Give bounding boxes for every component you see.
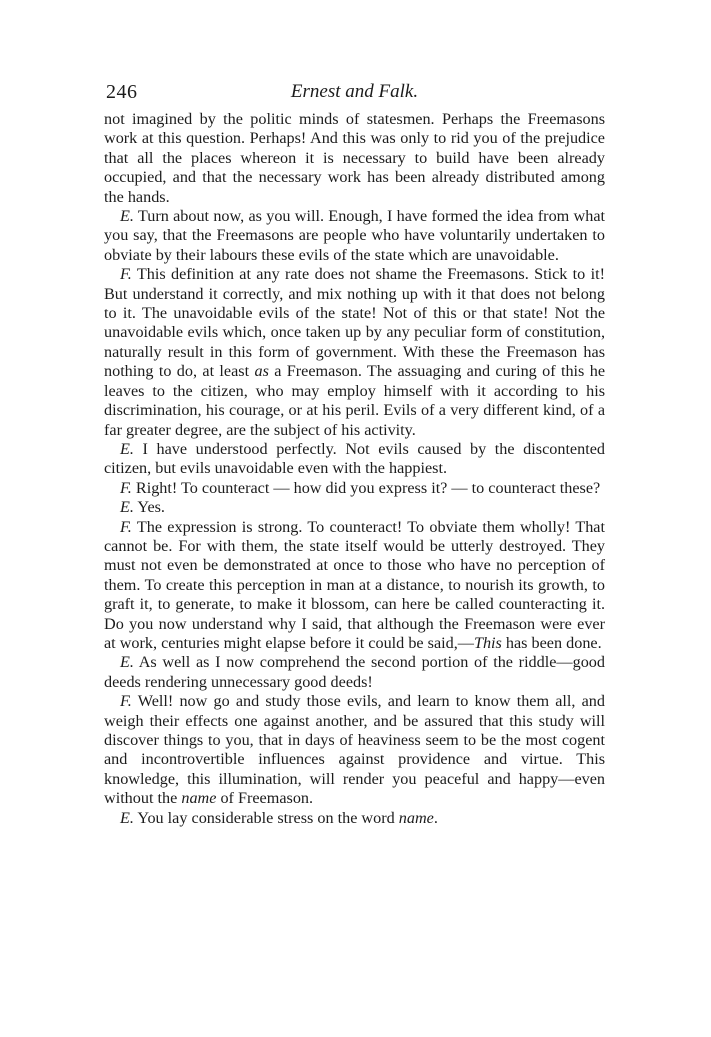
speaker-label: F.	[120, 265, 132, 284]
paragraph	[104, 653, 605, 692]
italic-text: name	[181, 789, 217, 808]
page-number: 246	[106, 81, 138, 103]
text-run: of Freemason.	[216, 789, 314, 808]
paragraph	[104, 110, 605, 207]
text-run: The expression is strong. To counteract! To obviate them wholly! That cannot be. For with them, the state itself would be utterly destroyed. They must not even be demonstrated at once to those who have no perception of them. To create this perception in man at a distance, to nourish its growth, to graft it, to generate, to make it blossom, can here be called counteracting it. Do you now understand why I said, that although the Freemason were ever at work, centuries might elapse before it could be said,—	[104, 517, 605, 652]
text-run: This definition at any rate does not shame the Freemasons. Stick to it! But understand it correctly, and mix nothing up with it that does not belong to it. The unavoidable evils of the state! Not of this or that state! Not the unavoidable evils which, once taken up by any peculiar form of constitution, naturally result in this form of government. With these the Freemason has nothing to do, at least	[104, 265, 605, 381]
paragraph	[104, 207, 605, 265]
text-run: Right! To counteract — how did you express it? — to counteract these?	[131, 478, 601, 497]
paragraph	[104, 498, 605, 517]
text-run: Yes.	[133, 498, 165, 517]
speaker-label: F.	[120, 478, 132, 497]
speaker-label: E.	[120, 653, 134, 672]
speaker-label: E.	[120, 808, 134, 827]
italic-text: name	[398, 808, 434, 827]
text-run: has been done.	[501, 633, 602, 652]
paragraph	[104, 479, 605, 498]
speaker-label: F.	[120, 517, 132, 536]
body-text	[104, 110, 605, 828]
text-run: a Freemason. The assuaging and curing of this he leaves to the citizen, who may employ himself with it according to his discrimination, his courage, or at his peril. Evils of a very different kind, of a far greater degree, are the subject of his activity.	[104, 362, 605, 439]
text-run: .	[433, 808, 438, 827]
book-page	[104, 80, 605, 828]
text-run: Turn about now, as you will. Enough, I have formed the idea from what you say, that the Freemasons are people who have voluntarily undertaken to obviate by their labours these evils of the state which are unavoidable.	[104, 207, 605, 264]
speaker-label: E.	[120, 439, 134, 458]
italic-text: This	[473, 633, 502, 652]
text-run: not imagined by the politic minds of statesmen. Perhaps the Freemasons work at this question. Perhaps! And this was only to rid you of the prejudice that all the places whereon it is necessary to build have been already occupied, and that the necessary work has been already distributed among the hands.	[104, 110, 605, 206]
italic-text: as	[254, 362, 269, 381]
running-title: Ernest and Falk.	[290, 81, 419, 102]
paragraph	[104, 518, 605, 654]
paragraph	[104, 692, 605, 808]
paragraph	[104, 440, 605, 479]
text-run: As well as I now comprehend the second portion of the riddle—good deeds rendering unnecessary good deeds!	[104, 653, 605, 691]
text-run: I have understood perfectly. Not evils caused by the discontented citizen, but evils unavoidable even with the happiest.	[104, 439, 605, 478]
running-head	[104, 80, 605, 110]
paragraph	[104, 809, 605, 828]
speaker-label: F.	[120, 692, 132, 711]
text-run: Well! now go and study those evils, and learn to know them all, and weigh their effects one against another, and be assured that this study will discover things to you, that in days of heaviness seem to be the most cogent and incontrovertible influences against providence and virtue. This knowledge, this illumination, will render you peaceful and happy—even without the	[104, 692, 605, 808]
text-run: You lay considerable stress on the word	[133, 808, 399, 827]
speaker-label: E.	[120, 498, 134, 517]
speaker-label: E.	[120, 207, 134, 226]
paragraph	[104, 265, 605, 440]
